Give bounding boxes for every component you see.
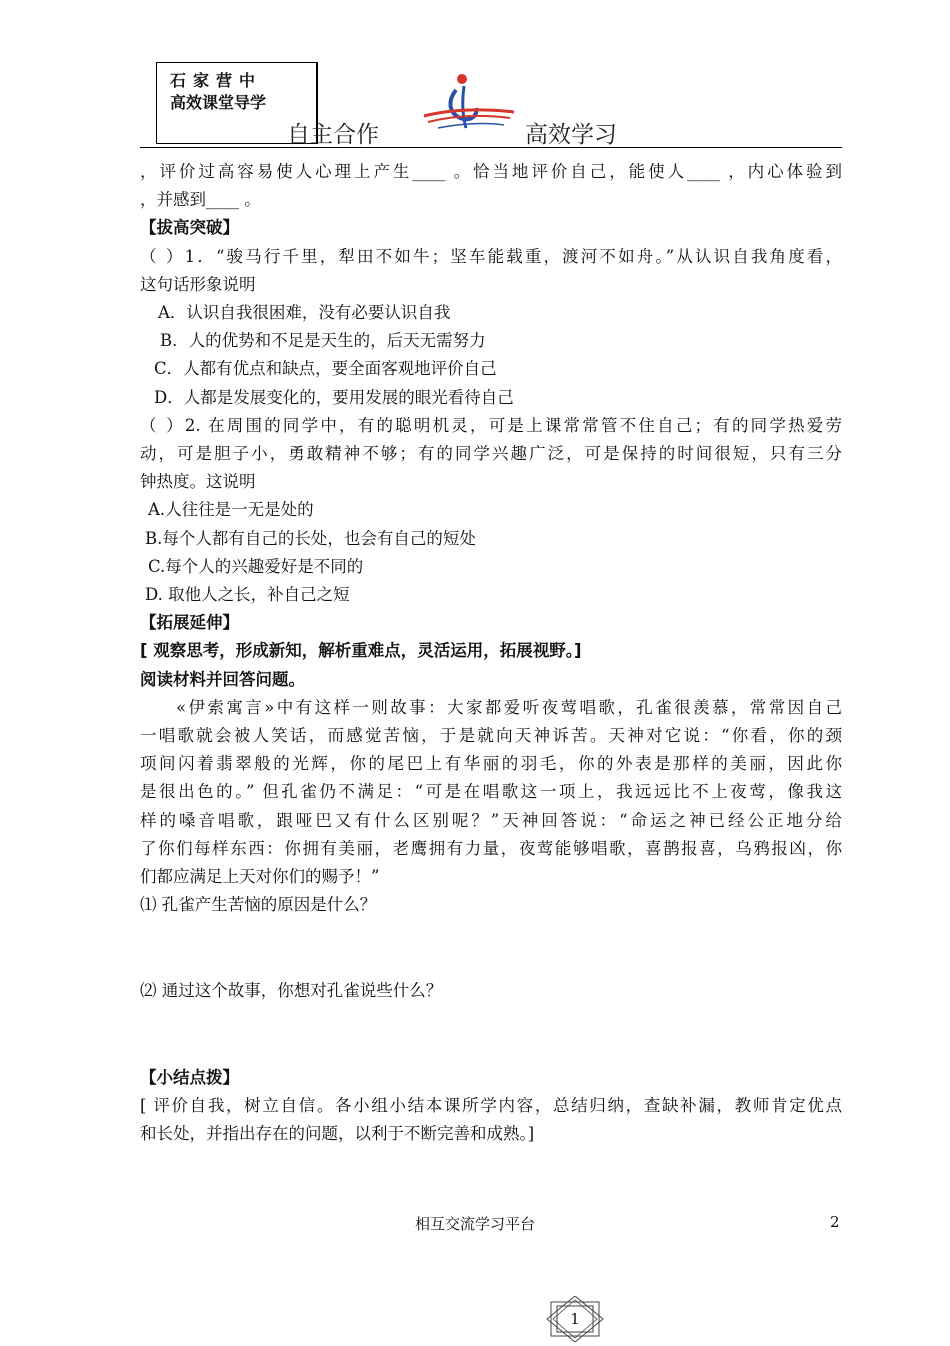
story-line: 项间闪着翡翠般的光辉，你的尾巴上有华丽的羽毛，你的外表是那样的美丽，因此你 [140,754,842,774]
school-logo [418,70,518,136]
footer-text: 相互交流学习平台 [414,1215,535,1233]
story-line: «伊索寓言»中有这样一则故事：大家都爱听夜莺唱歌，孔雀很羡慕，常常因自己 [176,697,842,717]
answer-space [140,1006,842,1064]
question-1-option-d: D．人都是发展变化的，要用发展的眼光看待自己 [154,387,514,407]
extension-instruction: [ 观察思考，形成新知，解析重难点，灵活运用，拓展视野。] [140,641,582,661]
summary-line: [ 评价自我，树立自信。各小组小结本课所学内容，总结归纳，查缺补漏，教师肯定优点 [140,1095,842,1115]
section-heading-summary: 【小结点拨】 [140,1067,239,1087]
page-badge [543,1296,607,1342]
page-number: 2 [830,1213,840,1231]
question-1-option-c: C．人都有优点和缺点，要全面客观地评价自己 [154,359,497,379]
section-heading-extension: 【拓展延伸】 [140,613,239,633]
text-line: ，评价过高容易使人心理上产生____ 。恰当地评价自己，能使人____ ，内心体验到 [140,162,842,181]
question-2-option-c: C.每个人的兴趣爱好是不同的 [148,556,364,576]
answer-space [140,919,842,977]
story-line: 样的嗓音唱歌，跟哑巴又有什么区别呢？”天神回答说：“命运之神已经公正地分给 [140,810,842,830]
question-1-option-b: B．人的优势和不足是天生的，后天无需努力 [160,331,486,351]
school-name: 石家营中 [170,71,263,90]
question-2-stem-end: 钟热度。这说明 [140,472,256,492]
sub-question-2: ⑵ 通过这个故事，你想对孔雀说些什么？ [140,981,443,1001]
slogan-right: 高效学习 [525,122,617,148]
text-line: ，并感到____ 。 [140,190,261,210]
story-line: 了你们每样东西：你拥有美丽，老鹰拥有力量，夜莺能够唱歌，喜鹊报喜，乌鸦报凶，你 [140,838,842,858]
question-1-option-a: A．认识自我很困难，没有必要认识自我 [158,303,451,323]
question-2-option-d: D. 取他人之长，补自己之短 [145,585,350,605]
story-line: 一唱歌就会被人笑话，而感觉苦恼，于是就向天神诉苦。天神对它说：“你看，你的颈 [140,726,842,746]
header-rule [140,147,842,148]
question-2-stem: （ ）2. 在周围的同学中，有的聪明机灵，可是上课常常管不住自己；有的同学热爱劳 [140,415,842,435]
sub-question-1: ⑴ 孔雀产生苦恼的原因是什么？ [140,895,377,915]
question-2-option-b: B.每个人都有自己的长处，也会有自己的短处 [145,528,476,548]
question-1-stem-cont: 这句话形象说明 [140,274,256,294]
reading-task: 阅读材料并回答问题。 [140,669,305,689]
document-body [140,158,842,1148]
section-heading-breakthrough: 【拔高突破】 [140,218,239,238]
question-1-stem: （ ）1．“骏马行千里，犁田不如牛；坚车能载重，渡河不如舟。”从认识自我角度看， [140,246,842,266]
header-subtitle: 高效课堂导学 [170,93,267,112]
question-2-option-a: A.人往往是一无是处的 [148,500,314,520]
summary-line: 和长处，并指出存在的问题，以利于不断完善和成熟。] [140,1124,535,1144]
story-line: 是很出色的。” 但孔雀仍不满足：“可是在唱歌这一项上，我远远比不上夜莺，像我这 [140,782,842,802]
page-badge-number: 1 [570,1310,580,1328]
slogan-left: 自主合作 [287,122,379,148]
question-2-stem-cont: 动，可是胆子小，勇敢精神不够；有的同学兴趣广泛，可是保持的时间很短，只有三分 [140,444,842,464]
story-line: 们都应满足上天对你们的赐予！” [140,867,380,887]
